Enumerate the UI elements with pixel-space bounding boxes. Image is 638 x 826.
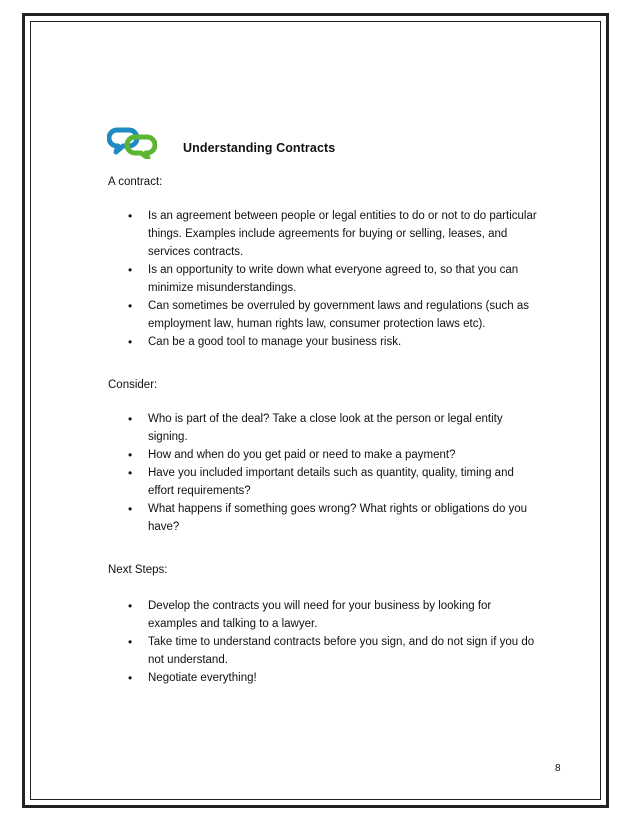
speech-bubbles-logo-icon (107, 127, 157, 159)
list-item: • Is an agreement between people or legal entities to do or not to do particular things. Examples include agreements for buying or selling, leases, and services contracts. (128, 207, 540, 261)
list-item: • Take time to understand contracts before you sign, and do not sign if you do not understand. (128, 633, 540, 669)
list-item: • What happens if something goes wrong? What rights or obligations do you have? (128, 500, 540, 536)
section-label-consider: Consider: (108, 379, 158, 391)
list-item: • Have you included important details such as quantity, quality, timing and effort requirements? (128, 464, 540, 500)
bullet-list-consider (128, 410, 540, 536)
list-item: • Is an opportunity to write down what everyone agreed to, so that you can minimize misunderstandings. (128, 261, 540, 297)
bullet-list-next-steps (128, 597, 540, 687)
section-label-contract: A contract: (108, 176, 163, 188)
list-item: • Can be a good tool to manage your business risk. (128, 333, 540, 351)
page-title: Understanding Contracts (183, 141, 336, 155)
bullet-list-contract (128, 207, 540, 351)
list-item: • Can sometimes be overruled by government laws and regulations (such as employment law, human rights law, consumer protection laws etc). (128, 297, 540, 333)
list-item: • Develop the contracts you will need for your business by looking for examples and talking to a lawyer. (128, 597, 540, 633)
list-item: • Who is part of the deal? Take a close look at the person or legal entity signing. (128, 410, 540, 446)
section-label-next-steps: Next Steps: (108, 564, 168, 576)
list-item: • How and when do you get paid or need to make a payment? (128, 446, 540, 464)
list-item: • Negotiate everything! (128, 669, 540, 687)
page-number: 8 (555, 763, 561, 774)
